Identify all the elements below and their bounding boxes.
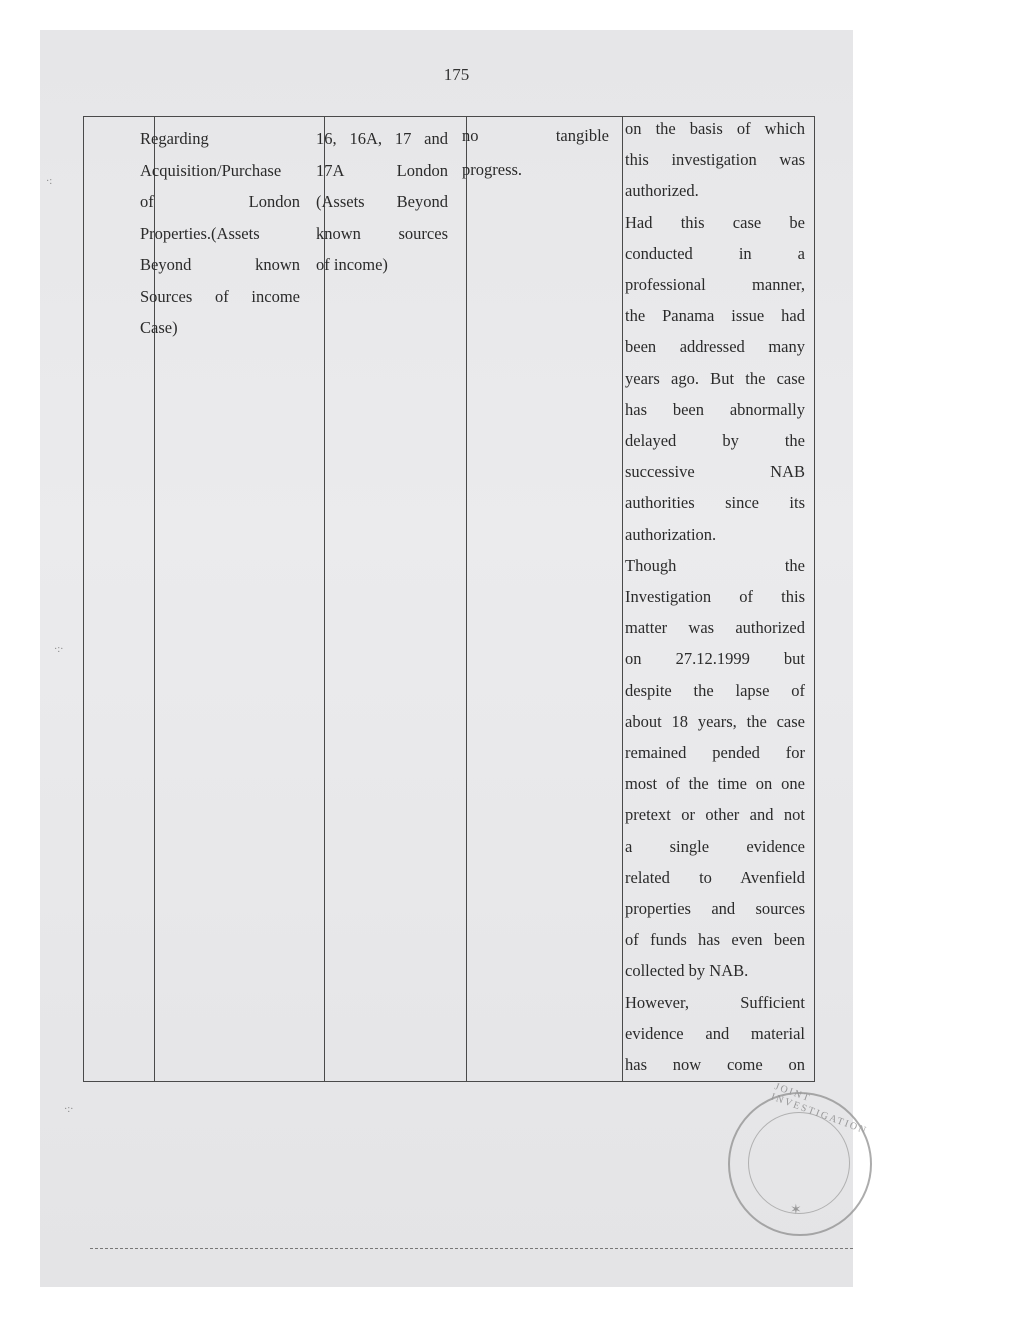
text-line: authorization. (625, 524, 717, 544)
text-line: Case) (140, 318, 178, 337)
remarks-cell (625, 113, 805, 1080)
text-line: progress. (462, 160, 523, 179)
text-line: Beyond known (140, 255, 300, 274)
text-line: successive NAB (625, 462, 805, 482)
text-line: has been abnormally (625, 399, 805, 419)
scan-speck: ·:· (54, 644, 64, 655)
text-line: related to Avenfield (625, 867, 805, 887)
text-line: the Panama issue had (625, 306, 805, 326)
text-line: has now come on (625, 1055, 805, 1075)
text-line: However, Sufficient (625, 992, 805, 1012)
text-line: delayed by the (625, 431, 805, 451)
text-line: known sources (316, 223, 448, 243)
text-line: Sources of income (140, 286, 300, 306)
text-line: remained pended for (625, 743, 805, 763)
text-line: authorized. (625, 181, 699, 201)
text-line: been addressed many (625, 337, 805, 357)
stamp-inner-ring (748, 1112, 850, 1214)
column-divider (466, 117, 467, 1081)
scan-speck: ·: (46, 176, 53, 187)
text-line: Investigation of this (625, 587, 805, 607)
text-line: (Assets Beyond (316, 192, 448, 211)
text-line: of income) (316, 255, 388, 274)
column-divider (622, 117, 623, 1081)
text-line: conducted in a (625, 243, 805, 263)
text-line: no tangible (462, 126, 609, 145)
property-details-cell (316, 123, 448, 281)
text-line: Though the (625, 555, 805, 575)
page-number: 175 (443, 65, 470, 84)
text-line: of London (140, 192, 300, 211)
bottom-rule (90, 1248, 853, 1249)
text-line: 17A London (316, 160, 448, 180)
text-line: most of the time on one (625, 774, 805, 794)
text-line: about 18 years, the case (625, 711, 805, 731)
text-line: professional manner, (625, 275, 805, 295)
progress-cell (462, 119, 609, 187)
text-line: 16, 16A, 17 and (316, 129, 448, 148)
text-line: evidence and material (625, 1023, 805, 1043)
text-line: Properties.(Assets (140, 223, 260, 243)
document-page (40, 30, 870, 1287)
text-line: authorities since its (625, 493, 805, 513)
text-line: Acquisition/Purchase (140, 160, 282, 180)
text-line: matter was authorized (625, 618, 805, 638)
text-line: of funds has even been (625, 930, 805, 950)
stamp-text: JOINT INVESTIGATION (769, 1081, 870, 1137)
text-line: Regarding (140, 129, 209, 148)
text-line: despite the lapse of (625, 680, 805, 700)
stamp-star-icon: ✶ (790, 1203, 802, 1218)
text-line: this investigation was (625, 150, 805, 170)
text-line: properties and sources (625, 899, 805, 919)
text-line: on 27.12.1999 but (625, 649, 805, 669)
text-line: collected by NAB. (625, 961, 749, 981)
text-line: pretext or other and not (625, 805, 805, 825)
scan-speck: ·:· (64, 1104, 74, 1115)
text-line: on the basis of which (625, 119, 805, 138)
case-description-cell (140, 123, 300, 344)
text-line: Had this case be (625, 212, 805, 232)
case-table (83, 116, 815, 1082)
text-line: a single evidence (625, 836, 805, 856)
text-line: years ago. But the case (625, 368, 805, 388)
official-stamp (728, 1081, 872, 1236)
